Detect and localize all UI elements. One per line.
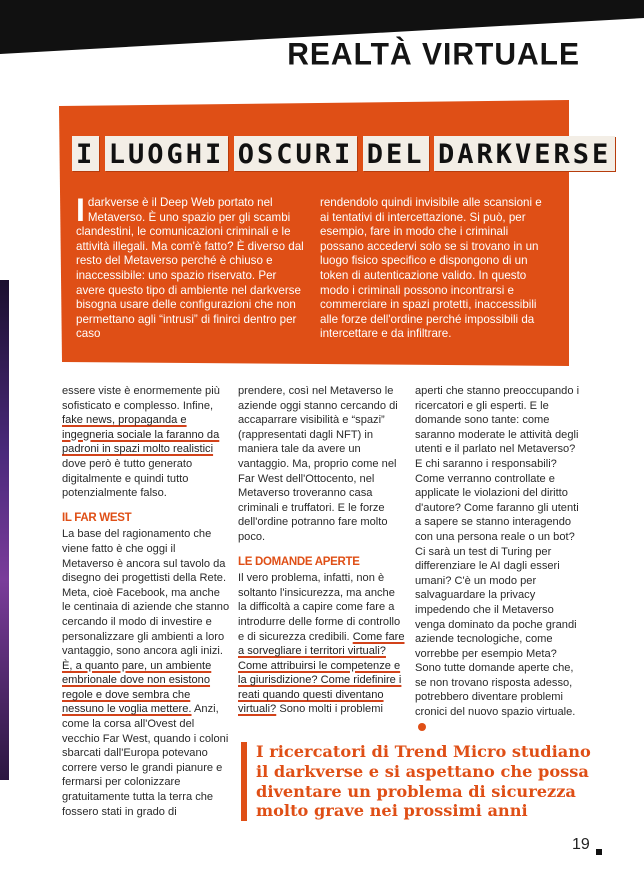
- body-column-3: [415, 384, 585, 734]
- body-text: aperti che stanno preoccupando i ricercatori e gli esperti. E le domande sono tante: come saranno moderate le attività degli utenti e il parlato nel Metaverso? E chi saranno i responsabili? Come verranno controllate e applicate le violazioni del diritto d'autore? Come faranno gli utenti a sapere se stanno interagendo con una persona reale o un bot? Ci sarà un test di Turing per differenziare le AI dagli esseri umani? C'è un modo per salvaguardare la privacy impedendo che il Metaverso venga dominato da poche grandi aziende tecnologiche, come vorrebbe per esempio Meta? Sono tutte domande aperte che, se non trovano risposta adesso, potrebbero diventare problemi cronici del nuovo spazio virtuale.: [415, 385, 580, 719]
- drop-cap: I: [76, 192, 85, 228]
- title-word-4: DEL: [363, 136, 430, 171]
- intro-text-1: darkverse è il Deep Web portato nel Metaverso. È uno spazio per gli scambi clandestini, le comunicazioni criminali e le attività illegali. Ma com'è fatto? È diverso dal resto del Metaverso perché è chiuso e inaccessibile: uno spazio riservato. Per avere questo tipo di ambiente nel darkverse bisogna usare delle configurazioni che non permettano agli “intrusi” di finirci dentro per caso: [76, 196, 304, 341]
- subheading-domande-aperte: LE DOMANDE APERTE: [238, 555, 360, 568]
- title-word-3: OSCURI: [234, 136, 359, 171]
- intro-column-1: [76, 192, 306, 342]
- left-edge-graphic: [0, 280, 9, 780]
- end-mark-icon: [418, 723, 426, 731]
- body-text: La base del ragionamento che viene fatto è che oggi il Metaverso è ancora sul tavolo da disegno dei progettisti della Rete. Meta, cioè Facebook, ma anche le centinaia di aziende che stanno cercando il modo di investire e personalizzare gli ambienti a loro vantaggio, sono ancora agli inizi.: [62, 528, 230, 658]
- body-text: dove però è tutto generato digitalmente e quindi tutto potenzialmente falso.: [62, 457, 193, 500]
- body-text: Il vero problema, infatti, non è soltanto l'insicurezza, ma anche la difficoltà a capire come fare a introdurre delle forme di controllo e di sicurezza credibili.: [238, 572, 401, 643]
- intro-text-2: rendendolo quindi invisibile alle scansioni e ai tentativi di intercettazione. Si può, per esempio, fare in modo che i criminali possano accedervi solo se si trovano in un luogo fisico specifico e dispongono di un token di autenticazione valido. In questo modo i criminali possono incontrarsi e commerciare in spazi protetti, inaccessibili alle forze dell'ordine perché impossibili da intercettare e da infiltrare.: [320, 196, 542, 341]
- page-marker-icon: [596, 849, 602, 855]
- title-word-5: DARKVERSE: [434, 136, 616, 171]
- highlighted-text: Come fare a sorvegliare i territori virtuali? Come attribuirsi le competenze e la giurisdizione? Come ridefinire i reati quando questi diventano virtuali?: [238, 630, 405, 716]
- body-column-2: [238, 384, 406, 717]
- body-text: Anzi, come la corsa all'Ovest del vecchio Far West, quando i coloni sbarcati dall'Europa potevano correre verso le grandi pianure e fermarsi per colonizzare gratuitamente tutta la terra che fossero stati in grado di: [62, 703, 229, 818]
- highlighted-text: È, a quanto pare, un ambiente embrionale dove non esistono regole e dove sembra che nessuno le voglia mettere.: [62, 659, 212, 716]
- body-column-1: [62, 384, 230, 819]
- body-text: Sono molti i problemi: [279, 703, 383, 716]
- title-word-2: LUOGHI: [105, 136, 230, 171]
- section-title: REALTÀ VIRTUALE: [287, 37, 580, 72]
- pull-quote: [241, 742, 606, 821]
- pull-quote-text: I ricercatori di Trend Micro studiano il darkverse e si aspettano che possa diventare un problema di sicurezza molto grave nei prossimi anni: [256, 742, 591, 821]
- body-text: prendere, così nel Metaverso le aziende oggi stanno cercando di accaparrare visibilità e “spazi” (rappresentati dagli NFT) in maniera tale da avere un vantaggio. Ma, proprio come nel Far West dell'Ottocento, nel Metaverso troveranno casa criminali e truffatori. E le forze dell'ordine potranno fare molto poco.: [238, 385, 398, 543]
- page-number: 19: [572, 836, 590, 853]
- body-text: essere viste è enormemente più sofisticato e complesso. Infine,: [62, 385, 220, 412]
- highlighted-text: fake news, propaganda e ingegneria sociale la faranno da padroni in spazi molto realistici: [62, 414, 220, 456]
- subheading-far-west: IL FAR WEST: [62, 511, 132, 524]
- article-title: [72, 136, 612, 171]
- intro-column-2: [320, 196, 550, 342]
- title-word-1: I: [72, 136, 100, 171]
